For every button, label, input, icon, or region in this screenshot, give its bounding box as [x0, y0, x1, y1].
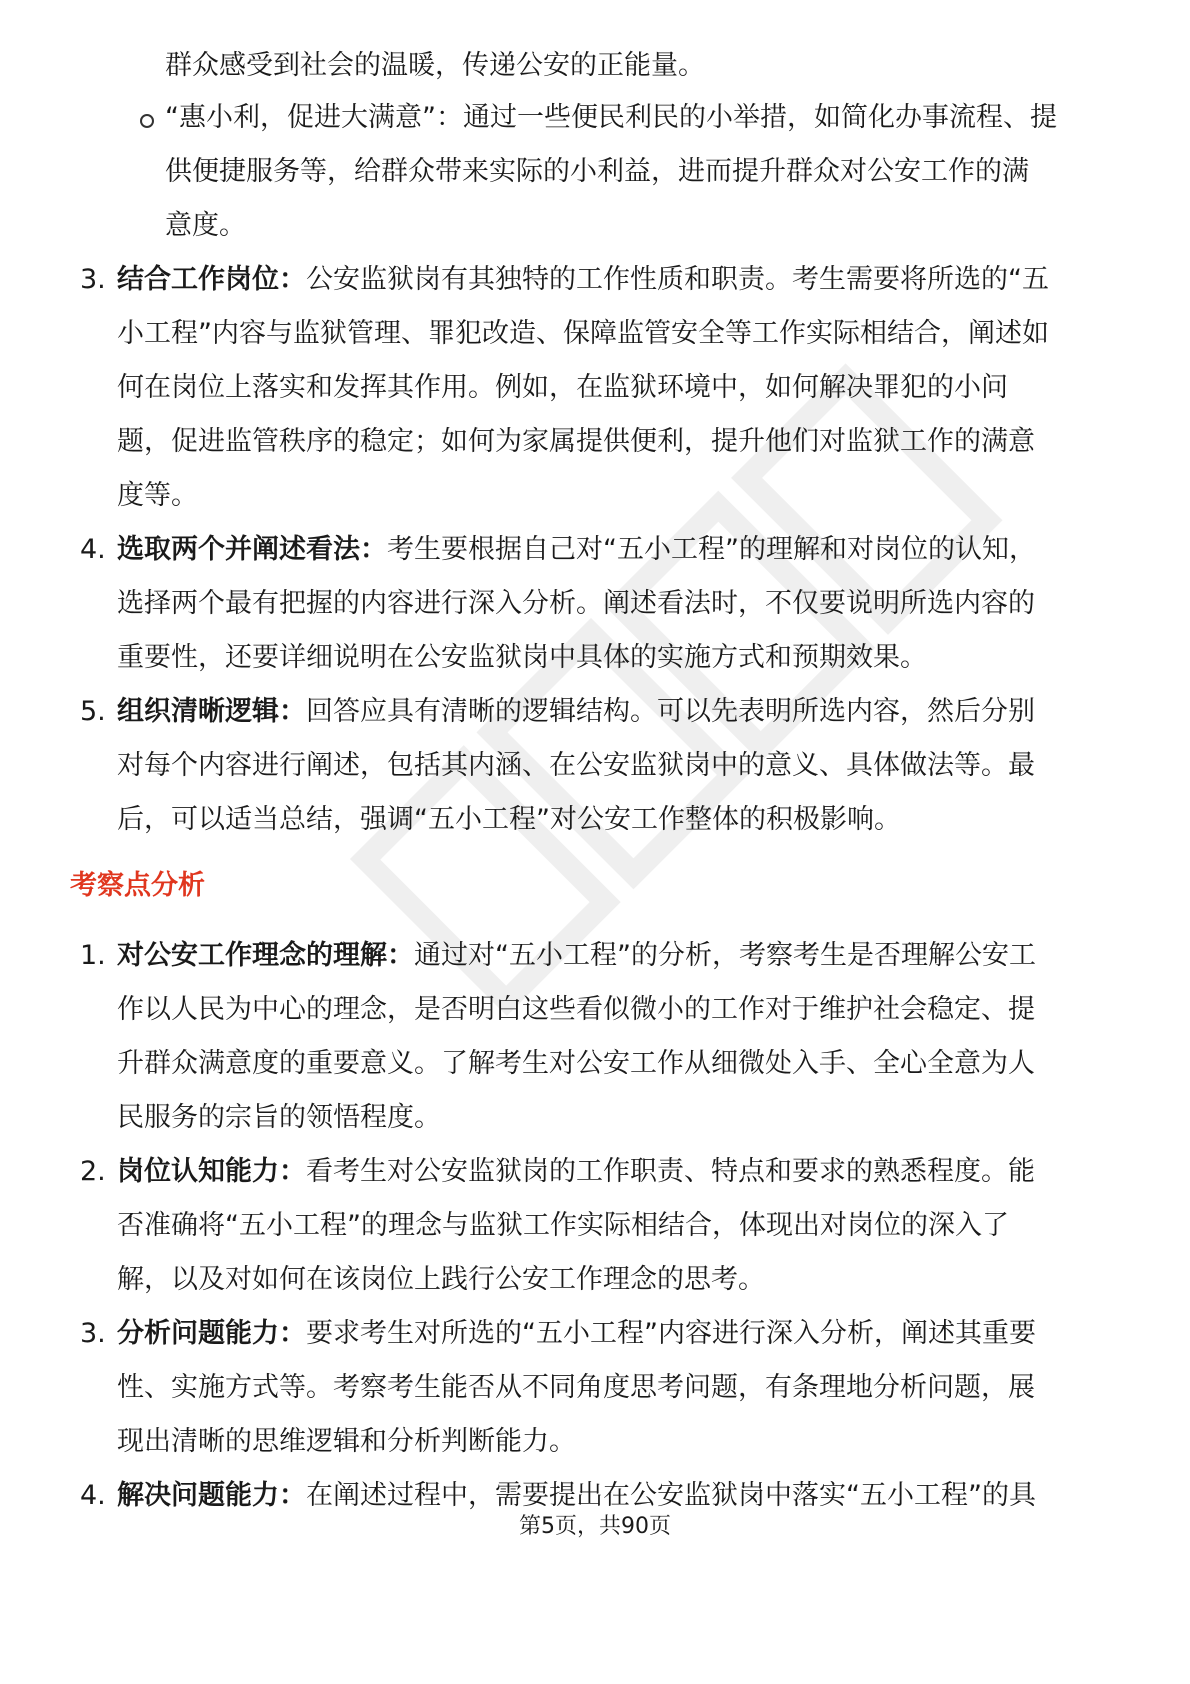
list-item-title: 选取两个并阐述看法：	[117, 534, 387, 565]
list-item-line	[117, 1478, 1036, 1514]
list-item-text: 回答应具有清晰的逻辑结构。可以先表明所选内容，然后分别	[306, 696, 1035, 727]
sub-bullet-line: 供便捷服务等，给群众带来实际的小利益，进而提升群众对公安工作的满	[165, 156, 1029, 187]
list-item-text: 要求考生对所选的“五小工程”内容进行深入分析，阐述其重要	[306, 1318, 1036, 1349]
list-item-title: 结合工作岗位：	[117, 264, 306, 295]
list-item-line: 现出清晰的思维逻辑和分析判断能力。	[117, 1426, 576, 1457]
list-item-text: 在阐述过程中，需要提出在公安监狱岗中落实“五小工程”的具	[306, 1480, 1036, 1511]
list-item-line	[117, 938, 1036, 974]
list-item-text: 考生要根据自己对“五小工程”的理解和对岗位的认知，	[387, 534, 1036, 565]
list-number: 4.	[80, 534, 106, 565]
list-item-line	[117, 694, 1035, 730]
list-item-line: 何在岗位上落实和发挥其作用。例如，在监狱环境中，如何解决罪犯的小问	[117, 372, 1008, 403]
list-item-line	[117, 1316, 1036, 1352]
list-item-line: 重要性，还要详细说明在公安监狱岗中具体的实施方式和预期效果。	[117, 642, 927, 673]
list-number: 5.	[80, 696, 106, 727]
page-number: 第5页，共90页	[519, 1514, 671, 1539]
section-heading: 考察点分析	[70, 870, 205, 901]
list-item-line	[117, 1154, 1035, 1190]
list-number: 1.	[80, 940, 106, 971]
list-item-line: 民服务的宗旨的领悟程度。	[117, 1102, 441, 1133]
list-item-line: 小工程”内容与监狱管理、罪犯改造、保障监管安全等工作实际相结合，阐述如	[117, 318, 1049, 349]
list-item-line	[117, 262, 1049, 298]
list-item-line: 否准确将“五小工程”的理念与监狱工作实际相结合，体现出对岗位的深入了	[117, 1210, 1009, 1241]
list-item-line: 升群众满意度的重要意义。了解考生对公安工作从细微处入手、全心全意为人	[117, 1048, 1035, 1079]
sub-bullet-line: 意度。	[165, 210, 246, 241]
list-number: 3.	[80, 1318, 106, 1349]
list-item-line: 选择两个最有把握的内容进行深入分析。阐述看法时，不仅要说明所选内容的	[117, 588, 1035, 619]
list-item-title: 对公安工作理念的理解：	[117, 940, 414, 971]
list-item-line	[117, 532, 1036, 568]
sub-bullet-line: “惠小利，促进大满意”：通过一些便民利民的小举措，如简化办事流程、提	[165, 102, 1057, 133]
list-item-line: 度等。	[117, 480, 198, 511]
list-item-text: 公安监狱岗有其独特的工作性质和职责。考生需要将所选的“五	[306, 264, 1049, 295]
list-item-line: 对每个内容进行阐述，包括其内涵、在公安监狱岗中的意义、具体做法等。最	[117, 750, 1035, 781]
list-item-line: 后，可以适当总结，强调“五小工程”对公安工作整体的积极影响。	[117, 804, 901, 835]
paragraph-line: 群众感受到社会的温暖，传递公安的正能量。	[165, 50, 705, 81]
list-item-title: 解决问题能力：	[117, 1480, 306, 1511]
list-item-text: 通过对“五小工程”的分析，考察考生是否理解公安工	[414, 940, 1036, 971]
list-number: 2.	[80, 1156, 106, 1187]
list-item-title: 组织清晰逻辑：	[117, 696, 306, 727]
list-item-text: 看考生对公安监狱岗的工作职责、特点和要求的熟悉程度。能	[306, 1156, 1035, 1187]
circle-bullet-icon	[140, 114, 154, 128]
list-number: 3.	[80, 264, 106, 295]
list-item-line: 解，以及对如何在该岗位上践行公安工作理念的思考。	[117, 1264, 765, 1295]
list-item-title: 岗位认知能力：	[117, 1156, 306, 1187]
list-item-title: 分析问题能力：	[117, 1318, 306, 1349]
list-item-line: 题，促进监管秩序的稳定；如何为家属提供便利，提升他们对监狱工作的满意	[117, 426, 1035, 457]
list-number: 4.	[80, 1480, 106, 1511]
list-item-line: 作以人民为中心的理念，是否明白这些看似微小的工作对于维护社会稳定、提	[117, 994, 1035, 1025]
list-item-line: 性、实施方式等。考察考生能否从不同角度思考问题，有条理地分析问题，展	[117, 1372, 1035, 1403]
